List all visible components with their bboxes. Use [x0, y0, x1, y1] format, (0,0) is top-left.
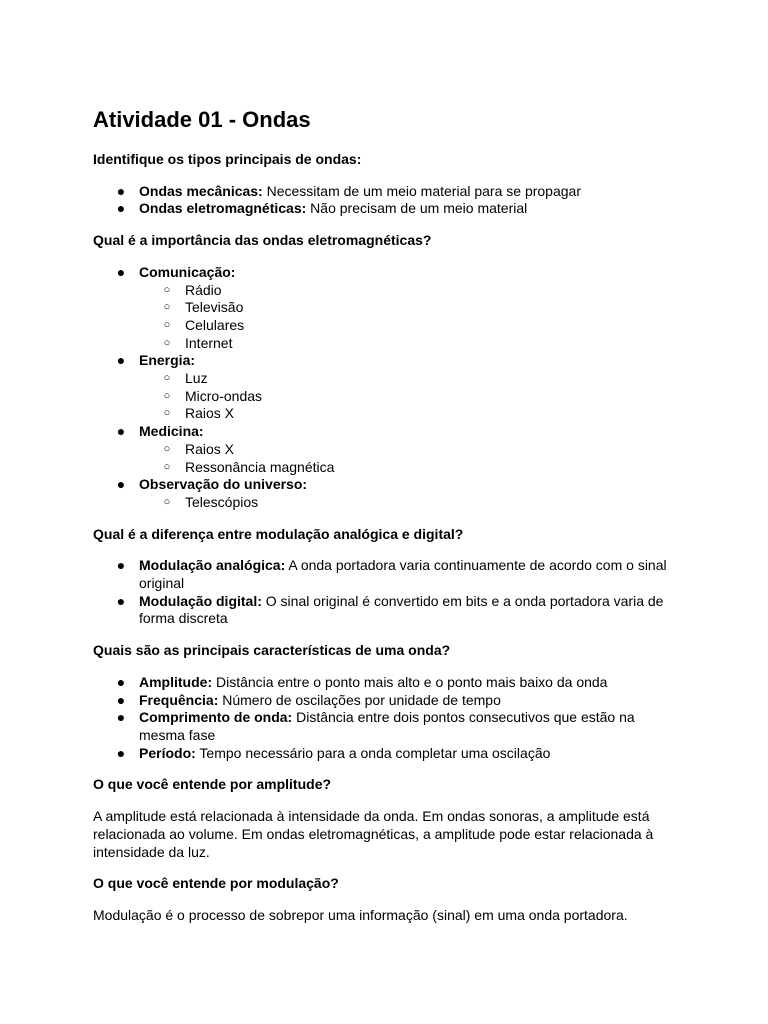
list-item [93, 593, 676, 628]
sublist-text: Rádio [185, 281, 222, 298]
question-modulation: O que você entende por modulação? [93, 875, 339, 892]
sublist-item [139, 441, 676, 459]
sublist-text: Raios X [185, 405, 235, 422]
item-term: Observação do universo: [139, 476, 308, 493]
list-item [93, 745, 676, 763]
question-types: Identifique os tipos principais de ondas: [93, 151, 362, 167]
sublist-text: Televisão [185, 299, 244, 316]
item-text: Número de oscilações por unidade de tempo [218, 691, 501, 708]
bullet-icon: ● [116, 200, 126, 217]
list-item [93, 709, 676, 744]
item-term: Ondas eletromagnéticas: [139, 200, 307, 217]
question-characteristics: Quais são as principais características de uma onda? [93, 642, 451, 659]
list-item [93, 200, 676, 218]
sublist-text: Ressonância magnética [185, 458, 335, 475]
list-item [93, 692, 676, 710]
sublist-item [139, 370, 676, 388]
item-term: Comprimento de onda: [139, 709, 293, 726]
sublist-item [139, 405, 676, 423]
list-characteristics [93, 674, 676, 763]
item-text: A onda portadora varia continuamente de acordo com o sinal original [139, 557, 667, 592]
sublist-item [139, 335, 676, 353]
circle-bullet-icon: ○ [163, 389, 171, 402]
item-text: Distância entre dois pontos consecutivos que estão na mesma fase [139, 709, 635, 743]
list-item [93, 423, 676, 476]
question-modulation-difference: Qual é a diferença entre modulação analógica e digital? [93, 525, 464, 542]
page-title: Atividade 01 - Ondas [93, 107, 311, 132]
bullet-icon: ● [116, 691, 126, 708]
item-term: Medicina: [139, 423, 204, 440]
sublist-text: Micro-ondas [185, 387, 263, 404]
sublist-text: Internet [185, 334, 233, 351]
item-term: Modulação digital: [139, 592, 262, 609]
item-term: Período: [139, 744, 196, 761]
sublist [139, 282, 676, 353]
circle-bullet-icon: ○ [163, 495, 171, 508]
list-types [93, 183, 676, 218]
sublist-text: Celulares [185, 316, 245, 333]
circle-bullet-icon: ○ [163, 283, 171, 296]
sublist-item [139, 388, 676, 406]
question-amplitude: O que você entende por amplitude? [93, 776, 332, 793]
bullet-icon: ● [116, 182, 126, 199]
sublist [139, 441, 676, 476]
sublist-text: Telescópios [185, 493, 259, 510]
item-term: Energia: [139, 352, 196, 369]
sublist-item [139, 494, 676, 512]
list-importance [93, 264, 676, 512]
circle-bullet-icon: ○ [163, 407, 171, 420]
circle-bullet-icon: ○ [163, 336, 171, 349]
list-modulation [93, 557, 676, 628]
item-text: O sinal original é convertido em bits e a onda portadora varia de forma discreta [139, 592, 664, 627]
item-term: Modulação analógica: [139, 557, 286, 574]
sublist-text: Raios X [185, 440, 235, 457]
list-item [93, 352, 676, 423]
bullet-icon: ● [116, 476, 126, 493]
circle-bullet-icon: ○ [163, 301, 171, 314]
list-item [93, 476, 676, 511]
sublist-item [139, 282, 676, 300]
circle-bullet-icon: ○ [163, 442, 171, 455]
bullet-icon: ● [116, 423, 126, 440]
item-term: Comunicação: [139, 263, 236, 280]
sublist [139, 494, 676, 512]
circle-bullet-icon: ○ [163, 318, 171, 331]
bullet-icon: ● [116, 263, 126, 280]
sublist-text: Luz [185, 370, 208, 387]
bullet-icon: ● [116, 557, 126, 574]
list-item [93, 557, 676, 592]
bullet-icon: ● [116, 592, 126, 609]
item-text: Tempo necessário para a onda completar uma oscilação [195, 744, 551, 761]
list-item [93, 674, 676, 692]
question-importance: Qual é a importância das ondas eletromagnéticas? [93, 232, 432, 249]
sublist [139, 370, 676, 423]
circle-bullet-icon: ○ [163, 460, 171, 473]
item-text: Não precisam de um meio material [306, 200, 528, 217]
bullet-icon: ● [116, 673, 126, 690]
item-text: Distância entre o ponto mais alto e o ponto mais baixo da onda [212, 673, 608, 690]
sublist-item [139, 299, 676, 317]
list-item [93, 183, 676, 201]
sublist-item [139, 459, 676, 477]
item-term: Amplitude: [139, 673, 213, 690]
item-term: Frequência: [139, 691, 219, 708]
answer-amplitude: A amplitude está relacionada à intensidade da onda. Em ondas sonoras, a amplitude está relacionada ao volume. Em ondas eletromagnéticas, a amplitude pode estar relacionada à intensidade da luz. [93, 808, 654, 860]
bullet-icon: ● [116, 709, 126, 726]
bullet-icon: ● [116, 744, 126, 761]
item-text: Necessitam de um meio material para se propagar [262, 182, 581, 199]
item-term: Ondas mecânicas: [139, 182, 263, 199]
circle-bullet-icon: ○ [163, 372, 171, 385]
bullet-icon: ● [116, 352, 126, 369]
sublist-item [139, 317, 676, 335]
list-item [93, 264, 676, 353]
answer-modulation: Modulação é o processo de sobrepor uma informação (sinal) em uma onda portadora. [93, 906, 628, 923]
